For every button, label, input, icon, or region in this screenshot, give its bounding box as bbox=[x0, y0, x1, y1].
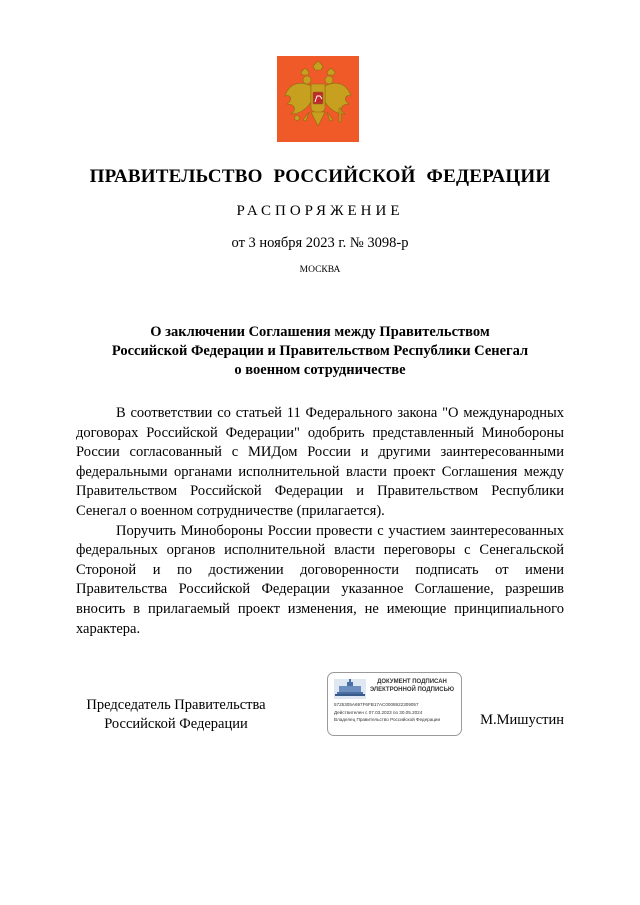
stamp-heading-line: ДОКУМЕНТ ПОДПИСАН bbox=[377, 679, 447, 685]
government-title: ПРАВИТЕЛЬСТВО РОССИЙСКОЙ ФЕДЕРАЦИИ bbox=[89, 166, 551, 187]
government-building-icon bbox=[334, 679, 366, 699]
stamp-owner: Владелец Правительство Российской Федерации bbox=[334, 717, 441, 722]
signer-position-line: Российской Федерации bbox=[104, 716, 248, 732]
signer-position-line: Председатель Правительства bbox=[86, 697, 266, 713]
subject-line: о военном сотрудничестве bbox=[234, 362, 406, 378]
subject-line: О заключении Соглашения между Правительством bbox=[150, 324, 490, 340]
document-body bbox=[76, 404, 564, 639]
electronic-signature-stamp bbox=[327, 672, 462, 736]
document-city: МОСКВА bbox=[299, 265, 341, 275]
subject-line: Российской Федерации и Правительством Республики Сенегал bbox=[111, 343, 529, 359]
document-date-number: от 3 ноября 2023 г. № 3098-р bbox=[231, 235, 409, 251]
body-paragraph: В соответствии со статьей 11 Федерального закона "О международных договорах Российской Федерации" одобрить представленный Минобороны России согласованный с МИДом России и другими заинтересованными федеральными органами исполнительной власти проект Соглашения между Правительством Российской Федерации и Правительством Республики Сенегал о военном сотрудничестве (прилагается). bbox=[76, 405, 564, 519]
body-paragraph: Поручить Минобороны России провести с участием заинтересованных федеральных органов исполнительной власти переговоры с Сенегальской Стороной и по достижении договоренности подписать от имени Правительства Российской Федерации указанное Соглашение, разрешив вносить в прилагаемый проект изменения, не имеющие принципиального характера. bbox=[76, 522, 564, 637]
signer-position bbox=[76, 696, 276, 734]
double-headed-eagle-emblem-icon bbox=[277, 56, 359, 142]
stamp-heading-line: ЭЛЕКТРОННОЙ ПОДПИСЬЮ bbox=[369, 687, 455, 693]
document-subject bbox=[90, 323, 550, 380]
signer-name: М.Мишустин bbox=[480, 712, 564, 728]
stamp-validity: Действителен с 07.03.2023 по 30.05.2024 bbox=[334, 710, 423, 715]
document-type: РАСПОРЯЖЕНИЕ bbox=[236, 203, 404, 219]
stamp-certificate: 5725305A697F6FB17AC0008922309057 bbox=[334, 702, 419, 707]
stamp-heading bbox=[366, 678, 458, 694]
